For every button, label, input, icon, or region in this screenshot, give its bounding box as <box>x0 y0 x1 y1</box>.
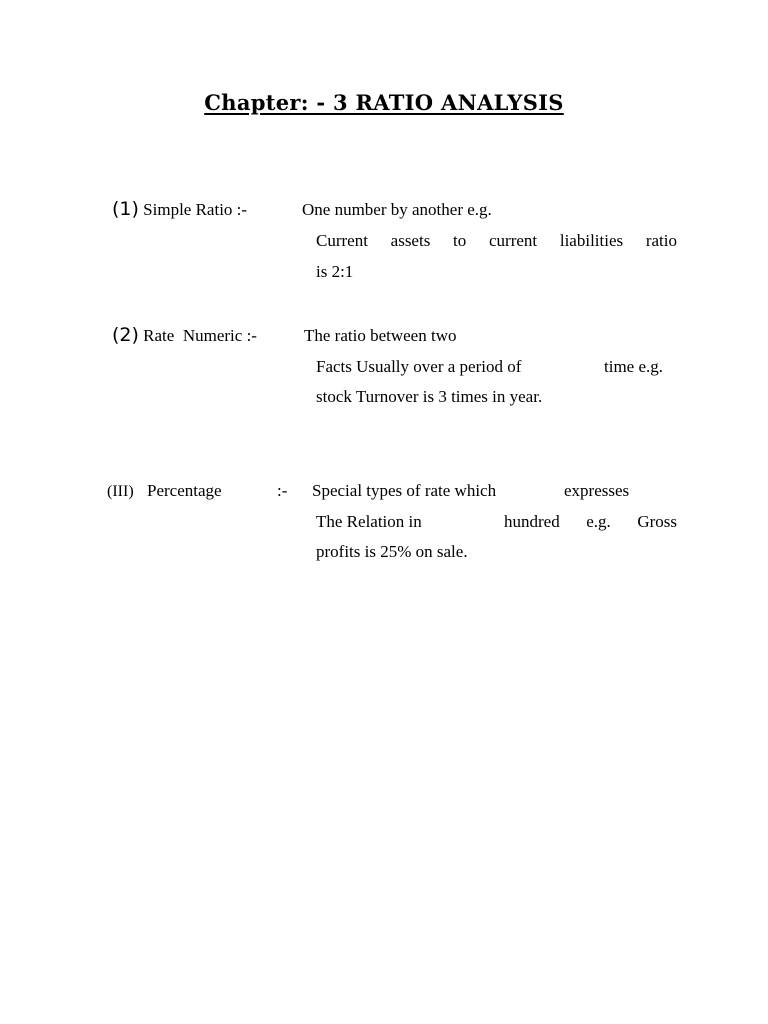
section-1-separator: :- <box>236 200 248 219</box>
section-1-number: (1) <box>112 198 139 220</box>
section-3-separator: :- <box>277 481 288 500</box>
section-3-line-2: The Relation in <box>316 512 422 531</box>
section-3-line-1: Special types of rate which <box>312 481 497 500</box>
section-3-number: (III) <box>107 483 134 500</box>
section-1-line-3: is 2:1 <box>316 262 354 281</box>
page-title-text: Chapter: - 3 RATIO ANALYSIS <box>204 90 564 115</box>
section-1-term: Simple Ratio <box>143 200 233 219</box>
section-3-line-3: profits is 25% on sale. <box>316 542 468 561</box>
section-2-label <box>112 325 257 346</box>
section-2-line-2: Facts Usually over a period of <box>316 357 522 376</box>
section-1-label <box>112 199 247 220</box>
section-2-line-1: The ratio between two <box>304 326 457 345</box>
section-2-line-2b: time e.g. <box>604 357 664 376</box>
section-3-line-2b: hundred e.g. Gross <box>504 512 677 531</box>
section-3-line-1b: expresses <box>564 481 630 500</box>
section-2-number: (2) <box>112 324 139 346</box>
section-1-line-2: Current assets to current liabilities ratio <box>316 231 677 250</box>
section-3-term: Percentage <box>147 481 222 500</box>
section-3-label <box>107 481 134 502</box>
section-2-separator: :- <box>246 326 257 345</box>
section-2-line-3: stock Turnover is 3 times in year. <box>316 387 543 406</box>
page-title <box>0 90 768 115</box>
section-2-term: Rate Numeric <box>143 326 243 345</box>
section-1-line-1: One number by another e.g. <box>302 200 492 219</box>
